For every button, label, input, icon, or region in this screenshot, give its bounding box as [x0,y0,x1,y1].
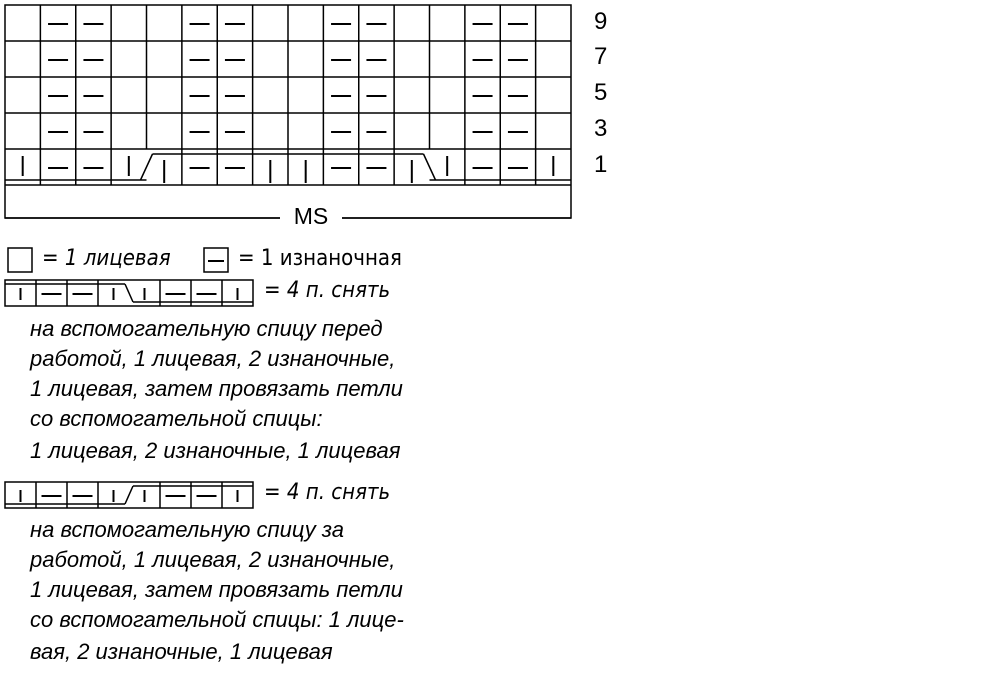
cable-back-desc-4: со вспомогательной спицы: 1 лице- [30,607,404,632]
row-number-9: 9 [594,8,608,35]
cable-back-desc-2: работой, 1 лицевая, 2 изнаночные, [30,547,396,572]
symbol-slant [125,486,133,504]
cable-back-symbol-icon [4,480,260,510]
cable-front-desc-1: на вспомогательную спицу перед [30,316,383,341]
cable-back-desc-3: 1 лицевая, затем провязать петли [30,577,403,602]
cable-front-desc-2: работой, 1 лицевая, 2 изнаночные, [30,346,396,371]
symbol-slant [125,284,133,302]
cable-back-label: = 4 п. снять [264,480,391,505]
knit-label: = 1 лицевая [42,246,171,271]
cable-front-desc-5: 1 лицевая, 2 изнаночные, 1 лицевая [30,438,401,463]
row-number-1: 1 [594,151,608,178]
row-number-5: 5 [594,79,608,106]
cable-slant [141,154,153,180]
cable-back-desc-5: вая, 2 изнаночные, 1 лицевая [30,639,333,664]
ms-label: MS [280,203,342,229]
cable-back-desc-1: на вспомогательную спицу за [30,517,345,542]
cable-front-desc-4: со вспомогательной спицы: [30,406,323,431]
row-number-7: 7 [594,43,608,70]
purl-symbol-icon [203,247,229,273]
purl-label: = 1 изнаночная [238,246,402,271]
chart-grid [5,5,571,218]
row-number-3: 3 [594,115,608,142]
cable-front-label: = 4 п. снять [264,278,391,303]
knitting-chart [0,0,580,235]
cable-front-desc-3: 1 лицевая, затем провязать петли [30,376,403,401]
cable-front-symbol-icon [4,278,260,308]
knit-symbol-icon [7,247,33,273]
cable-slant [424,154,436,180]
